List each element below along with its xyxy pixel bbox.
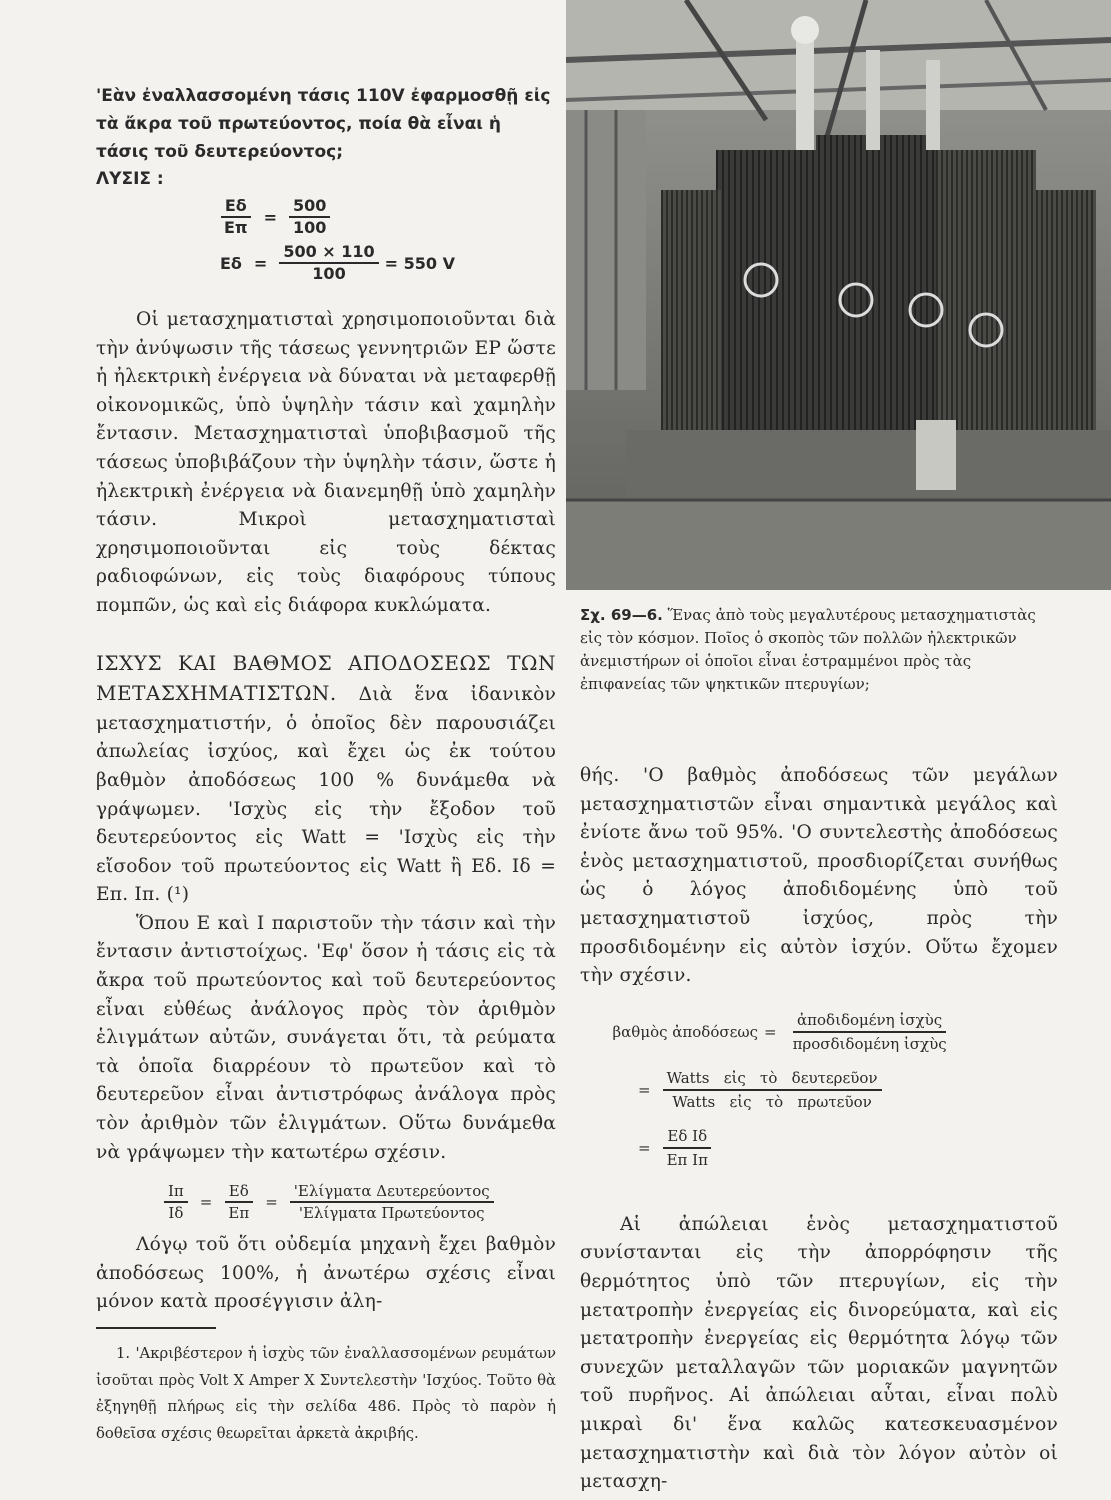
paragraph-uses: Οἱ μετασχηματισταὶ χρησιμοποιοῦνται διὰ τὴν ἀνύψωσιν τῆς τάσεως γεννητριῶν ΕΡ ὥστε ἡ ἠλεκτρικὴ ἐνέργεια νὰ δύναται νὰ μεταφερθῇ οἰκονομικῶς, ὑπὸ ὑψηλὴν τάσιν καὶ χαμηλὴν ἔντασιν. Μετασχηματισταὶ ὑποβιβασμοῦ τῆς τάσεως ὑποβιβάζουν τὴν ὑψηλὴν τάσιν, ὥστε ἡ ἠλεκτρικὴ ἐνέργεια νὰ διανεμηθῇ ὑπὸ χαμηλὴν τάσιν. Μικροὶ μετασχηματισταὶ χρησιμοποιοῦνται εἰς τοὺς δέκτας ραδιοφώνων, εἰς τοὺς διαφόρους τύπους πομπῶν, ὡς καὶ εἰς διάφορα κυκλώματα.	[96, 309, 556, 616]
fraction-denominator: Iδ	[168, 1204, 184, 1223]
paragraph-efficiency: θής. 'Ο βαθμὸς ἀποδόσεως τῶν μεγάλων μετασχηματιστῶν εἶναι σημαντικὰ μεγάλος καὶ ἐνίοτε ἄνω τοῦ 95%. 'Ο συντελεστὴς ἀποδόσεως ἑνὸς μετασχηματιστοῦ, προσδιορίζεται συνήθως ὡς ὁ λόγος ἀποδιδομένης ὑπὸ τοῦ μετασχηματιστοῦ ἰσχύος, πρὸς τὴν προσδιδομένην εἰς αὐτὸν ἰσχύν. Οὕτω ἔχομεν τὴν σχέσιν.	[580, 765, 1058, 987]
equals-sign: =	[638, 1080, 651, 1099]
footnote: 1. 'Ακριβέστερον ἡ ἰσχὺς τῶν ἐναλλασσομένων ρευμάτων ἰσοῦται πρὸς Volt X Amper X Συντελεστὴν 'Ισχύος. Τοῦτο θὰ ἐξηγηθῇ πλήρως εἰς τὴν σελίδα 486. Πρὸς τὸ παρὸν ἡ δοθεῖσα σχέσις θεωρεῖται ἀρκετὰ ἀκριβής.	[96, 1345, 556, 1442]
section-paragraph	[96, 649, 556, 910]
fraction-numerator: Watts εἰς τὸ δευτερεῦον	[663, 1067, 882, 1091]
fraction-voltage	[224, 1181, 253, 1223]
equals-sign: =	[263, 207, 277, 227]
equals-sign: =	[638, 1138, 651, 1157]
paragraph-losses: Αἱ ἀπώλειαι ἑνὸς μετασχηματιστοῦ συνίστανται εἰς τὴν ἀπορρόφησιν τῆς θερμότητος ὑπὸ τῶν πτερυγίων, εἰς τὴν μετατροπὴν ἐνεργείας εἰς δινορεύματα, καὶ εἰς μετατροπὴν ἐνεργείας εἰς θερμότητα λόγῳ τῶν συνεχῶν μεταλλαγῶν τῶν μοριακῶν μαγνητῶν τοῦ πυρῆνος. Αἱ ἀπώλειαι αὗται, εἶναι πολὺ μικραὶ δι' ἕνα καλῶς κατεσκευασμένον μετασχηματιστὴν καὶ διὰ τὸν λόγον αὐτὸν οἱ μετασχη-	[580, 1213, 1058, 1493]
fraction-turns	[289, 196, 330, 238]
section-heading: ΙΣΧΥΣ ΚΑΙ ΒΑΘΜΟΣ ΑΠΟΔΟΣΕΩΣ ΤΩΝ ΜΕΤΑΣΧΗΜΑΤΙΣΤΩΝ.	[96, 650, 556, 706]
problem-question: 'Εὰν ἐναλλασσομένη τάσις 110V ἐφαρμοσθῇ εἰς τὰ ἄκρα τοῦ πρωτεύοντος, ποία θὰ εἶναι ἡ τάσις τοῦ δευτερεύοντος;	[96, 86, 551, 162]
fraction-denominator: Watts εἰς τὸ πρωτεῦον	[672, 1092, 872, 1111]
efficiency-definition	[580, 1009, 1058, 1055]
section-text: Διὰ ἕνα ἰδανικὸν μετασχηματιστήν, ὁ ὁποῖος δὲν παρουσιάζει ἀπωλείας ἰσχύος, καὶ ἔχει ὡς ἐκ τούτου βαθμὸν ἀποδόσεως 100 % δυνάμεθα νὰ γράψωμεν. 'Ισχὺς εἰς τὴν ἔξοδον τοῦ δευτερεύοντος εἰς Watt = 'Ισχὺς εἰς τὴν εἴσοδον τοῦ πρωτεύοντος εἰς Watt ἢ Εδ. Ιδ = Επ. Ιπ. (¹)	[96, 684, 556, 906]
fraction-numerator: 500	[289, 196, 330, 218]
equals-sign: =	[199, 1193, 213, 1212]
solution-equations	[214, 196, 556, 284]
fraction-numerator: Eδ	[225, 1181, 253, 1203]
efficiency-label: βαθμὸς ἀποδόσεως	[612, 1022, 758, 1041]
equation-ratio	[214, 196, 556, 238]
footnote-divider	[96, 1327, 216, 1329]
fraction-numerator: Eδ	[221, 196, 251, 218]
equals-sign: =	[253, 253, 268, 273]
paragraph-current-ratio: Ὅπου Ε καὶ Ι παριστοῦν τὴν τάσιν καὶ τὴν ἔντασιν ἀντιστοίχως. 'Εφ' ὅσον ἡ τάσις εἰς τὰ ἄκρα τοῦ πρωτεύοντος καὶ τοῦ δευτερεύοντος εἶναι εὐθέως ἀνάλογος πρὸς τὸν ἀριθμὸν ἑλιγμάτων αὐτῶν, συνάγεται ὅτι, τὰ ρεύματα τὰ ὁποῖα διαρρέουν τὸ πρωτεῦον καὶ τὸ δευτερεῦον εἶναι ἀντιστρόφως ἀνάλογα πρὸς τὸν ἀριθμὸν τῶν ἑλιγμάτων. Οὕτω δυνάμεθα νὰ γράψωμεν τὴν κατωτέρω σχέσιν.	[96, 912, 556, 1163]
fraction-denominator: Eπ	[228, 1204, 250, 1223]
efficiency-equations	[580, 1009, 1058, 1171]
figure-caption	[580, 604, 1058, 696]
fraction-power	[789, 1009, 951, 1055]
fraction-numerator: 500 × 110	[279, 242, 378, 264]
figure-caption-text: Ἕνας ἀπὸ τοὺς μεγαλυτέρους μετασχηματιστὰς εἰς τὸν κόσμον. Ποῖος ὁ σκοπὸς τῶν πολλῶν ἠλεκτρικῶν ἀνεμιστήρων οἱ ὁποῖοι εἶναι ἐστραμμένοι πρὸς τὰς ἐπιφανείας τῶν ψηκτικῶν πτερυγίων;	[580, 606, 1036, 693]
fraction-denominator: 'Ελίγματα Πρωτεύοντος	[298, 1204, 485, 1223]
fraction-turns-text	[290, 1181, 494, 1223]
fraction-e	[220, 196, 252, 238]
fraction-denominator: 100	[293, 218, 327, 237]
right-column	[580, 762, 1058, 1497]
paragraph-approximation: Λόγῳ τοῦ ὅτι οὐδεμία μηχανὴ ἔχει βαθμὸν ἀποδόσεως 100%, ἡ ἀνωτέρω σχέσις εἶναι μόνον κατὰ προσέγγισιν ἀλη-	[96, 1234, 556, 1313]
figure-label: Σχ. 69—6.	[580, 606, 663, 624]
result-lhs: Eδ	[220, 253, 242, 273]
fraction-ei	[663, 1125, 712, 1171]
left-column	[96, 82, 556, 1447]
efficiency-watts	[580, 1067, 1058, 1113]
fraction-numerator: ἀποδιδομένη ἰσχὺς	[793, 1009, 946, 1033]
fraction-denominator: Eπ Iπ	[666, 1150, 708, 1169]
fraction-product	[279, 242, 378, 284]
solution-label: ΛΥΣΙΣ :	[96, 169, 164, 189]
fraction-current	[164, 1181, 188, 1223]
result-value: = 550 V	[384, 253, 455, 273]
fraction-numerator: Iπ	[164, 1181, 188, 1203]
fraction-denominator: 100	[312, 264, 346, 283]
fraction-numerator: Eδ Iδ	[663, 1125, 711, 1149]
equals-sign: =	[764, 1022, 777, 1041]
fraction-denominator: προσδιδομένη ἰσχὺς	[792, 1034, 947, 1053]
fraction-denominator: Eπ	[224, 218, 248, 237]
transformer-photo	[566, 0, 1111, 590]
turns-ratio-equation	[158, 1181, 556, 1223]
equation-result	[214, 242, 556, 284]
fraction-watts	[663, 1067, 882, 1113]
efficiency-ei	[580, 1125, 1058, 1171]
equals-sign: =	[265, 1193, 278, 1212]
fraction-numerator: 'Ελίγματα Δευτερεύοντος	[290, 1181, 494, 1203]
